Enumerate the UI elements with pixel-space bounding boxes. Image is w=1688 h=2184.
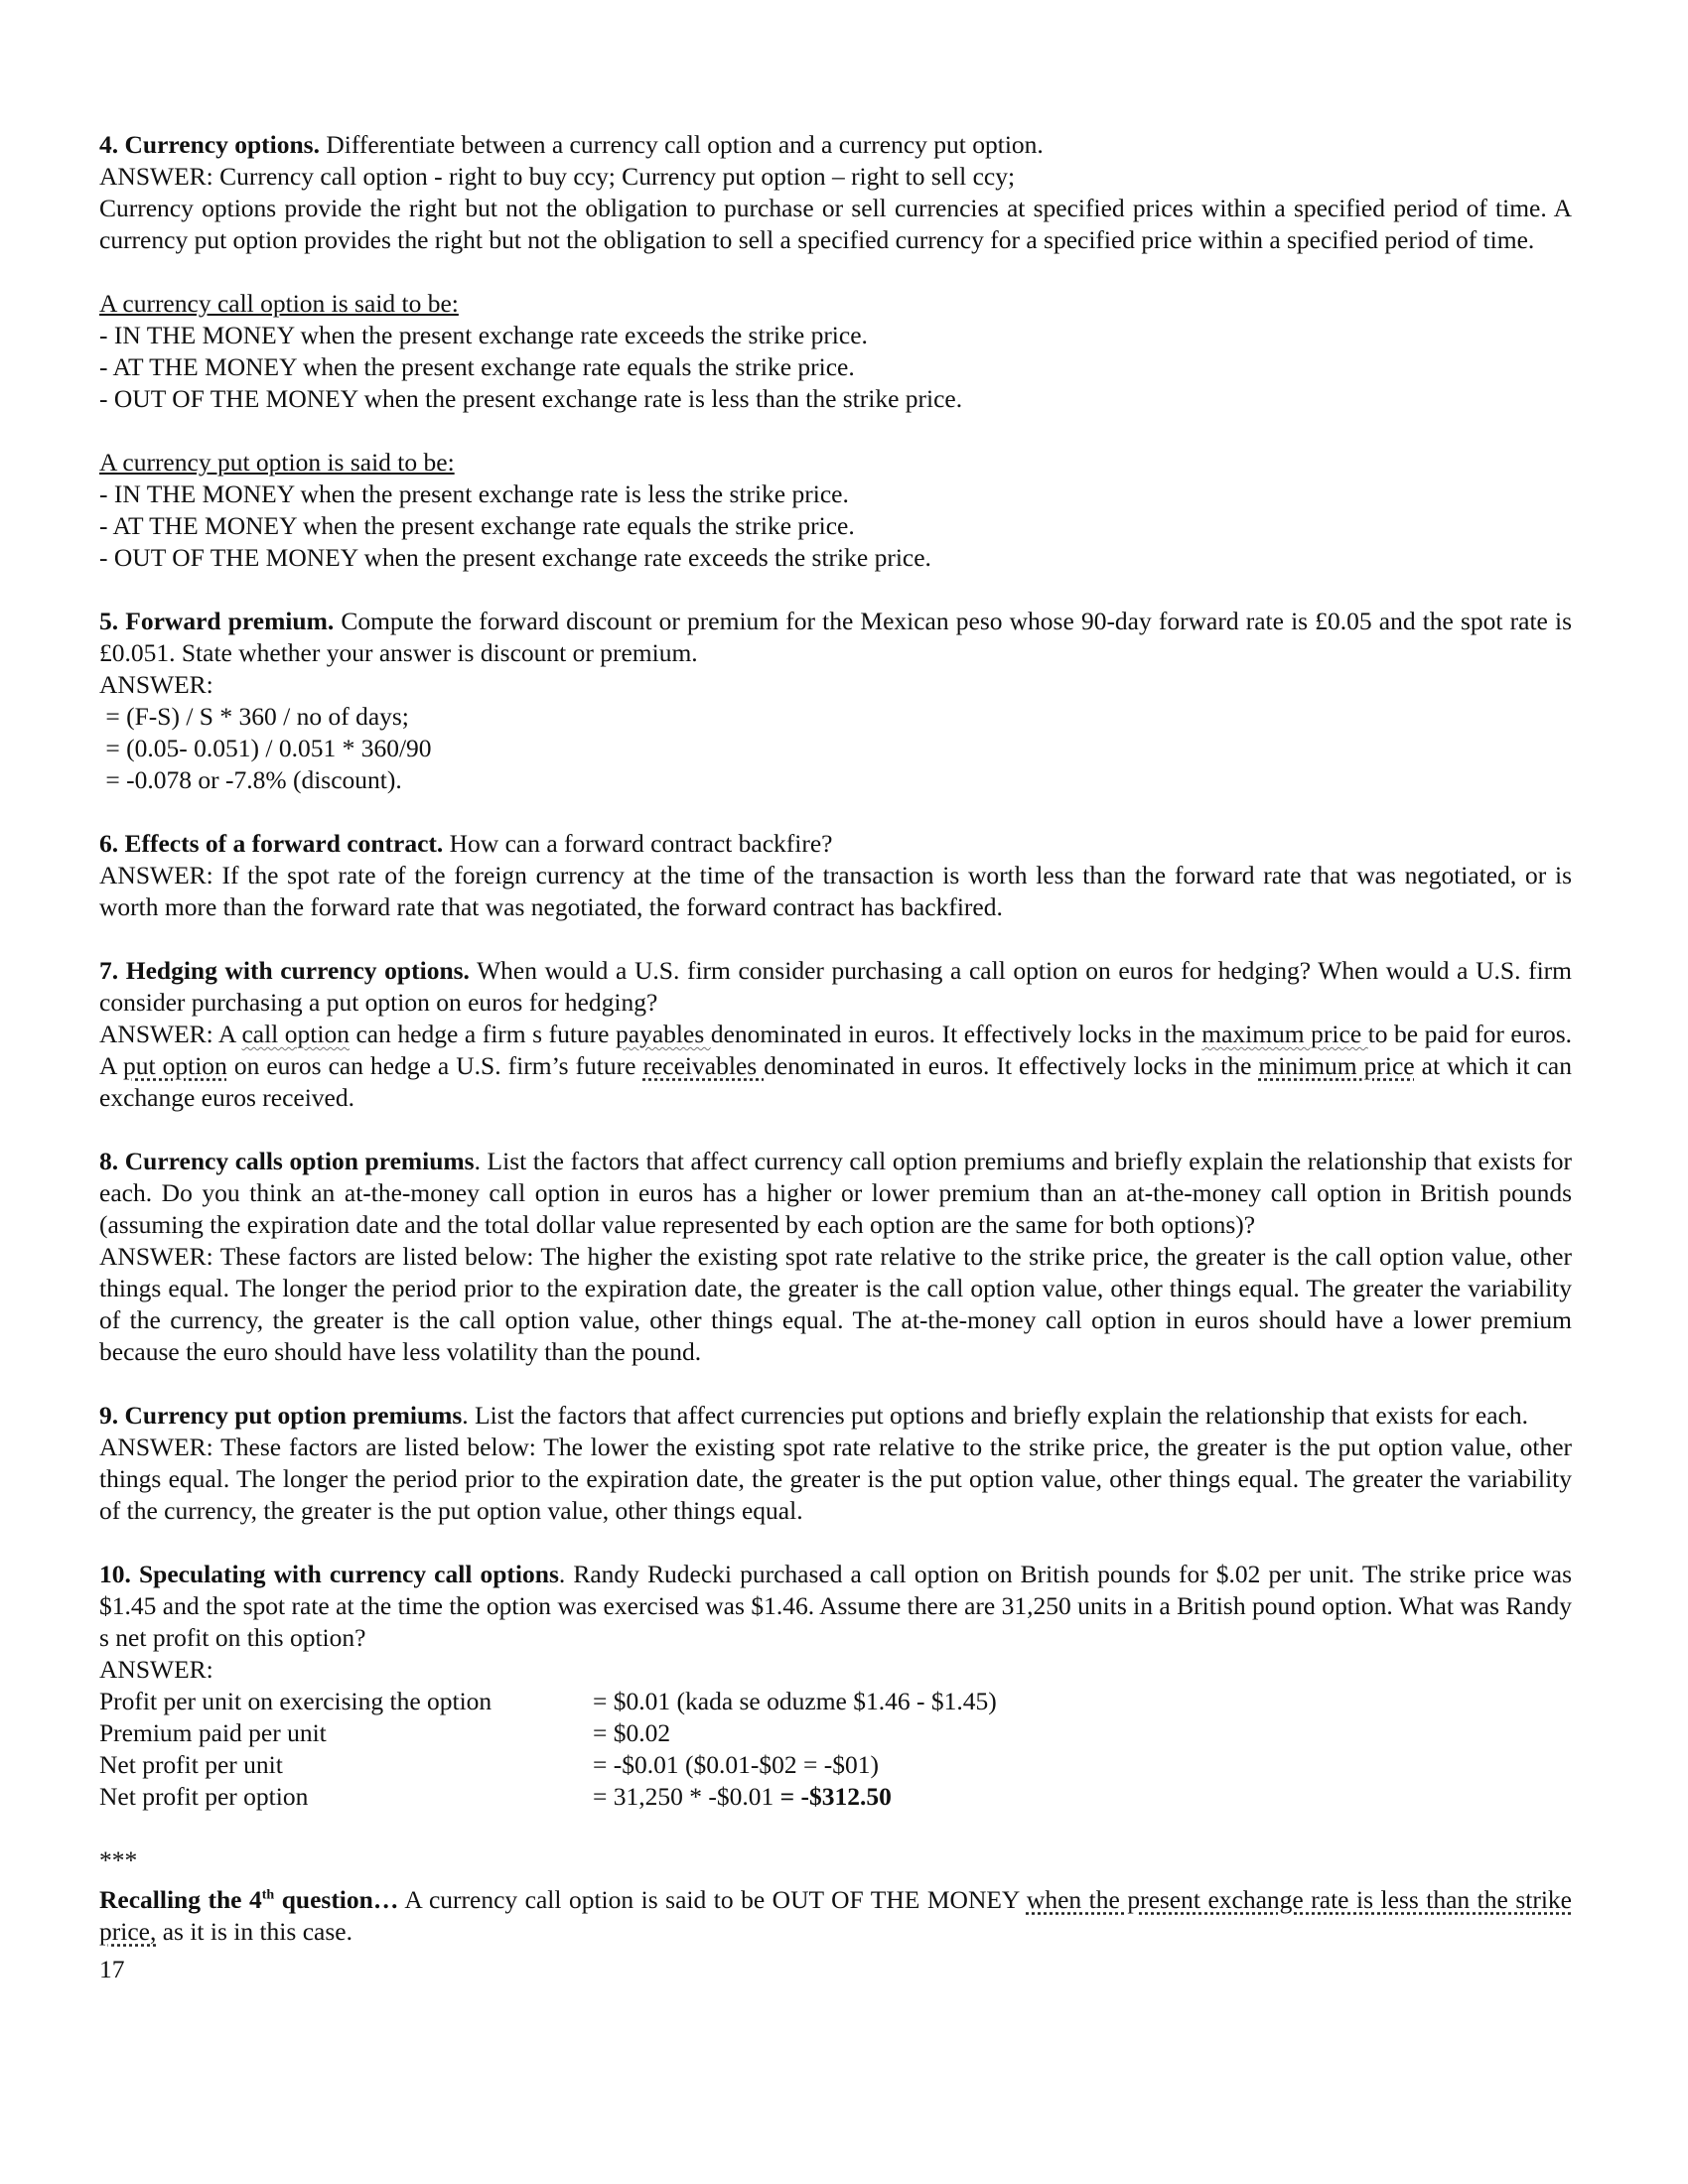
calc-row: [99, 1717, 1572, 1749]
question-title: 9. Currency put option premiums: [99, 1401, 463, 1430]
question-text: Differentiate between a currency call option and a currency put option.: [319, 130, 1044, 159]
list-item: - IN THE MONEY when the present exchange rate is less the strike price.: [99, 479, 849, 508]
question-title: 5. Forward premium.: [99, 607, 335, 635]
question-6: [99, 828, 1572, 923]
calc-label: Net profit per option: [99, 1782, 309, 1811]
list-item: - AT THE MONEY when the present exchange rate equals the strike price.: [99, 511, 855, 540]
text: question…: [274, 1885, 399, 1914]
formula-line: = (F-S) / S * 360 / no of days;: [99, 702, 409, 731]
text: A currency call option is said to be OUT OF THE MONEY: [398, 1885, 1027, 1914]
formula-line: = (0.05- 0.051) / 0.051 * 360/90: [99, 734, 432, 762]
list-item: - IN THE MONEY when the present exchange rate exceeds the strike price.: [99, 321, 868, 349]
net-profit-result: = -$312.50: [779, 1782, 892, 1811]
put-option-heading: A currency put option is said to be:: [99, 448, 455, 477]
question-text: How can a forward contract backfire?: [443, 829, 833, 858]
list-item: - AT THE MONEY when the present exchange rate equals the strike price.: [99, 352, 855, 381]
question-7: [99, 955, 1572, 1114]
text: at which it can exchange euros received.: [99, 1051, 1573, 1112]
recall-note: [99, 1844, 1572, 1948]
text: Recalling the 4: [99, 1885, 262, 1914]
calc-label: Profit per unit on exercising the option: [99, 1687, 492, 1715]
question-title: 7. Hedging with currency options.: [99, 956, 470, 985]
question-title: 10. Speculating with currency call options: [99, 1560, 559, 1588]
dotted-text: when the present exchange rate is less than the strike price,: [99, 1885, 1572, 1946]
question-4: [99, 129, 1572, 574]
text: can hedge a firm s future: [349, 1020, 617, 1048]
question-9: [99, 1400, 1572, 1527]
text: as it is in this case.: [156, 1917, 352, 1946]
superscript: th: [261, 1887, 275, 1903]
answer-text: ANSWER: These factors are listed below: The lower the existing spot rate relative to the strike price, the greater is the put option value, other things equal. The longer the period prior to the expiration date, the greater is the put option value, other things equal. The greater the variability of the currency, the greater is the put option value, other things equal.: [99, 1433, 1572, 1525]
spellcheck-text: payables: [616, 1020, 711, 1048]
separator-stars: ***: [99, 1845, 138, 1874]
dotted-text: minimum price: [1258, 1051, 1415, 1080]
calc-value: = $0.02: [593, 1718, 671, 1747]
answer-text: [99, 1019, 1572, 1114]
question-5: [99, 606, 1572, 796]
formula-line: = -0.078 or -7.8% (discount).: [99, 765, 402, 794]
question-text: When would a U.S. firm consider purchasing a call option on euros for hedging? When would a U.S. firm consider purchasing a put option on euros for hedging?: [99, 956, 1572, 1017]
question-title: 8. Currency calls option premiums: [99, 1147, 475, 1175]
calc-row: [99, 1686, 1572, 1717]
text: denominated in euros. It effectively locks in the: [764, 1051, 1259, 1080]
answer-text: ANSWER: If the spot rate of the foreign currency at the time of the transaction is worth less than the forward rate that was negotiated, or is worth more than the forward rate that was negotiated, the forward contract has backfired.: [99, 861, 1572, 921]
call-option-heading: A currency call option is said to be:: [99, 289, 459, 318]
dotted-text: put option: [123, 1051, 227, 1080]
question-text: . List the factors that affect currency call option premiums and briefly explain the relationship that exists for each. Do you think an at-the-money call option in euros has a higher or lower premium than an at-the-money call option in British pounds (assuming the expiration date and the total dollar value represented by each option are the same for both options)?: [99, 1147, 1572, 1239]
question-text: Compute the forward discount or premium for the Mexican peso whose 90-day forward rate is £0.05 and the spot rate is £0.051. State whether your answer is discount or premium.: [99, 607, 1572, 667]
calc-value: = 31,250 * -$0.01: [593, 1782, 780, 1811]
question-8: [99, 1146, 1572, 1368]
text: ANSWER: A: [99, 1020, 242, 1048]
list-item: - OUT OF THE MONEY when the present exchange rate exceeds the strike price.: [99, 543, 931, 572]
calc-value: = -$0.01 ($0.01-$02 = -$01): [593, 1750, 879, 1779]
calc-label: Net profit per unit: [99, 1750, 283, 1779]
question-text: . Randy Rudecki purchased a call option on British pounds for $.02 per unit. The strike price was $1.45 and the spot rate at the time the option was exercised was $1.46. Assume there are 31,250 units in a British pound option. What was Randy s net profit on this option?: [99, 1560, 1572, 1652]
answer-label: ANSWER:: [99, 1655, 213, 1684]
answer-text: ANSWER: These factors are listed below: The higher the existing spot rate relative to the strike price, the greater is the call option value, other things equal. The longer the period prior to the expiration date, the greater is the call option value, other things equal. The greater the variability of the currency, the greater is the call option value, other things equal. The at-the-money call option in euros should have a lower premium because the euro should have less volatility than the pound.: [99, 1242, 1572, 1366]
text: to be paid for euros. A: [99, 1020, 1572, 1080]
answer-text: ANSWER: Currency call option - right to buy ccy; Currency put option – right to sell ccy;: [99, 162, 1016, 191]
question-title: 4. Currency options.: [99, 130, 320, 159]
answer-label: ANSWER:: [99, 670, 213, 699]
calc-row: [99, 1749, 1572, 1781]
calc-label: Premium paid per unit: [99, 1718, 327, 1747]
answer-text: Currency options provide the right but not the obligation to purchase or sell currencies at specified prices within a specified period of time. A currency put option provides the right but not the obligation to sell a specified currency for a specified price within a specified period of time.: [99, 194, 1572, 254]
question-10: [99, 1559, 1572, 1813]
calc-value: = $0.01 (kada se oduzme $1.46 - $1.45): [593, 1687, 997, 1715]
dotted-text: receivables: [642, 1051, 765, 1080]
question-text: . List the factors that affect currencies put options and briefly explain the relationship that exists for each.: [462, 1401, 1529, 1430]
text: denominated in euros. It effectively locks in the: [710, 1020, 1202, 1048]
text: on euros can hedge a U.S. firm’s future: [226, 1051, 643, 1080]
spellcheck-text: call option: [241, 1020, 350, 1048]
document-page: [99, 129, 1572, 1985]
list-item: - OUT OF THE MONEY when the present exchange rate is less than the strike price.: [99, 384, 963, 413]
question-title: 6. Effects of a forward contract.: [99, 829, 444, 858]
note-title: [99, 1885, 398, 1914]
calc-row: [99, 1781, 1572, 1813]
page-number: 17: [99, 1955, 125, 1983]
spellcheck-text: maximum price: [1201, 1020, 1368, 1048]
